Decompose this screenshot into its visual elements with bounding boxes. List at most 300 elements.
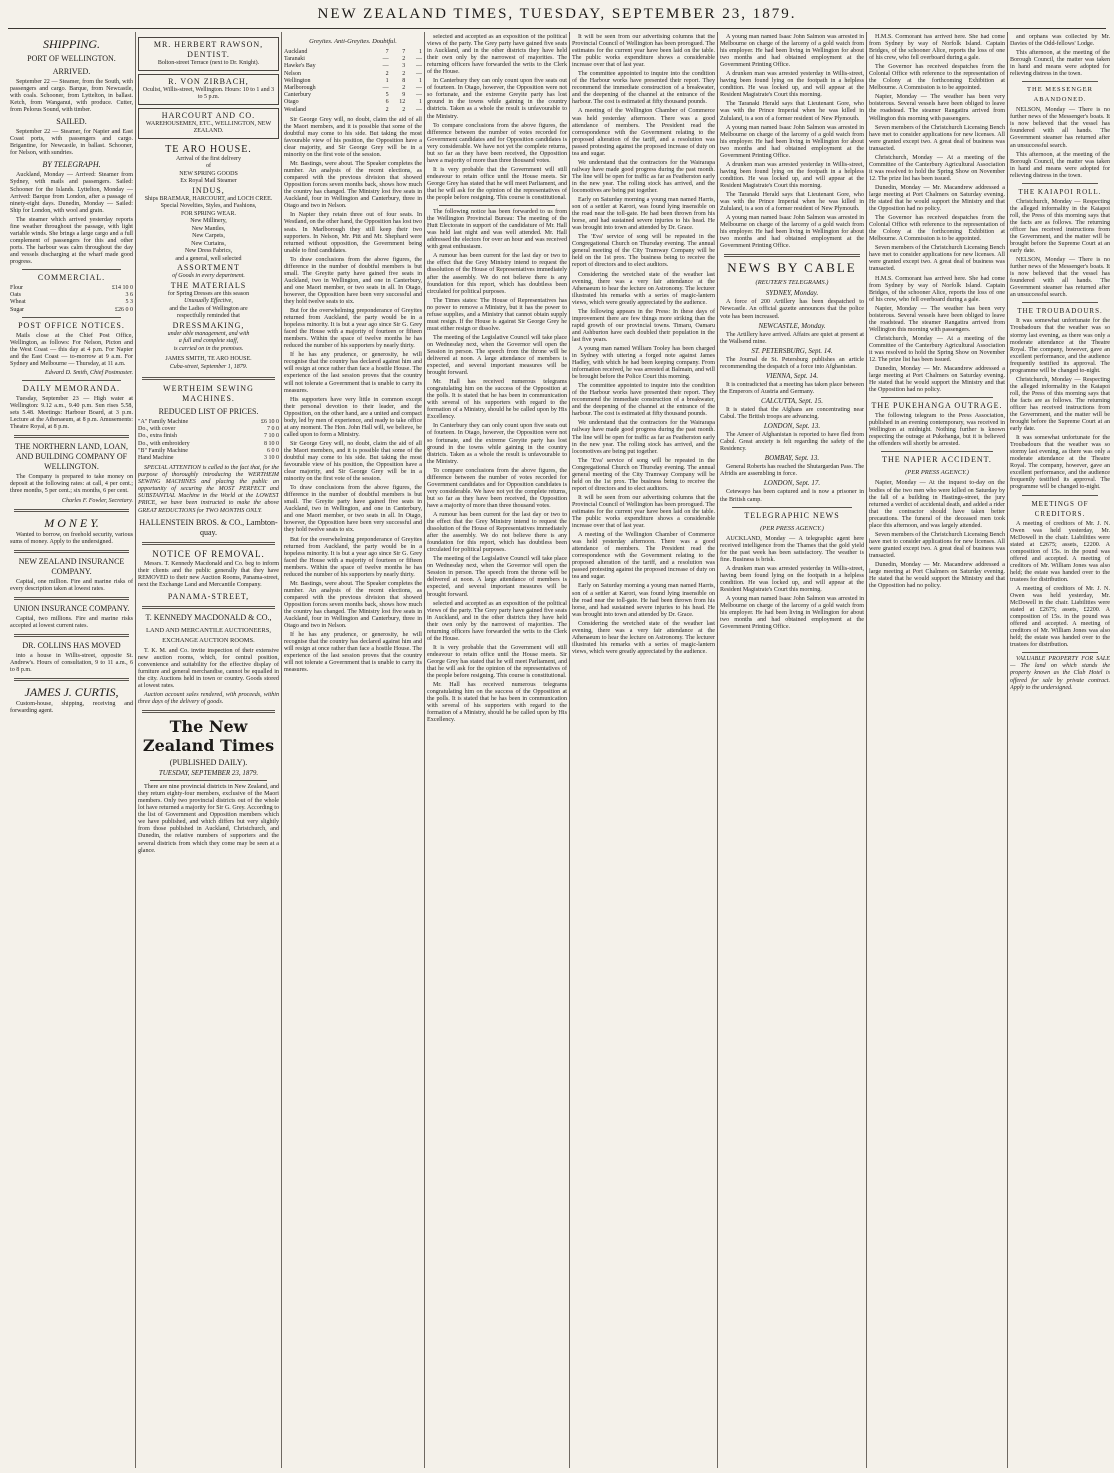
editorial-paragraph: In Canterbury they can only count upon five seats out of fourteen. In Otago, however, the Opposition were not so fortunate, and the extreme Greyite party has lost ground in the towns while gaining in the country districts. Taken as a whole the result is unfavourable to the Ministry. — [427, 423, 567, 465]
separator — [22, 317, 121, 318]
column-shipping — [10, 34, 133, 1468]
wertheim-note: SPECIAL ATTENTION is called to the fact that, for the purpose of thoroughly introducing the WERTHEIM SEWING MACHINES and placing the public an opportunity of securing the MOST PERFECT and SUBSTANTIAL Machine in the World at the LOWEST PRICE, we have been instructed to make the above GREAT REDUCTIONS for TWO MONTHS ONLY. — [138, 465, 279, 514]
aro-line: New Curtains, — [191, 240, 226, 247]
separator — [150, 780, 267, 781]
price-value: 3 6 — [125, 292, 133, 299]
news-paragraph: It will be seen from our advertising columns that the Provincial Council of Wellington has been prorogued. The estimates for the current year have been laid on the table. The public works expenditure shows a considerable increase over that of last year. — [572, 34, 715, 69]
leader-paragraph: There are nine provincial districts in New Zealand, and they return eighty-four members, exclusive of the Maori members. Only two provincial districts out of the whole lot have returned a majority for Sir G. Grey. According to the list of Government and Opposition members which we have published, and which differs but very slightly from those published in Auckland, Christchurch, and Dunedin, the relative numbers of supporters and the several districts from which they come may be seen at a glance. — [138, 784, 279, 854]
telegraphic-subheading: (PER PRESS AGENCY.) — [760, 524, 824, 532]
oculist-heading: R. VON ZIRBACH, — [168, 76, 249, 86]
aro-line: under able management, and with — [167, 330, 250, 337]
telegraph-text: Auckland, Monday — Arrived: Steamer from Sydney, with mails and passengers. Sailed: Schooner for the Islands. Lyttelton, Monday — Arrived: Barque from London, after a passage of ninety-eight days. Dunedin, Monday — Sailed: Ship for London, with wool and grain. — [10, 172, 133, 214]
auction-subheading: LAND AND MERCANTILE AUCTIONEERS, EXCHANGE AUCTION ROOMS. — [146, 626, 271, 644]
cable-text: The Ameer of Afghanistan is reported to have fled from Cabul. Great anxiety is felt regarding the safety of the Residency. — [720, 432, 864, 453]
cable-place: CALCUTTA, Sept. 15. — [761, 396, 823, 405]
district-name: Westland — [284, 106, 307, 113]
price-item: "A" Family Machine — [138, 419, 189, 425]
district-value: — — [416, 106, 422, 113]
separator — [14, 634, 129, 637]
telegraphic-text: A young man named Isaac John Salmon was arrested in Melbourne on charge of the larceny of a gold watch from his employer. He had been living in Wellington for about two months and had obtained employment at the Government Printing Office. — [720, 595, 864, 631]
commercial-heading: COMMERCIAL. — [37, 273, 106, 283]
price-item: Hand Machine — [138, 455, 174, 462]
separator — [14, 597, 129, 600]
leader-paragraph: Sir George Grey will, no doubt, claim the aid of all the Maori members, and it is possible that some of the doubtful may come to his side. But taking the most favourable view of his position, the Opposition have a clear majority, and Sir George Grey will be in a minority on the first vote of the session. — [284, 440, 422, 483]
separator — [881, 451, 993, 452]
district-value: — — [416, 92, 422, 99]
district-name: Taranaki — [284, 56, 305, 63]
pukehanga-heading: THE PUKEHANGA OUTRAGE. — [871, 401, 1003, 411]
district-name: Auckland — [284, 49, 308, 55]
cable-text: It is contradicted that a meeting has taken place between the Emperors of Austria and Germany. — [720, 381, 864, 395]
separator — [22, 269, 121, 270]
news-paragraph: Early on Saturday morning a young man named Harris, son of a settler at Karori, was found lying insensible on the road near the toll-gate. He had been thrown from his horse, and had sustained severe injuries to his head. He was brought into town and attended by Dr. Grace. — [572, 583, 715, 618]
editorial-paragraph: The meeting of the Legislative Council will take place on Wednesday next, when the Governor will open the Session in person. The speech from the throne will be delivered at noon. A large attendance of members is expected, and several important measures will be brought forward. — [427, 334, 567, 377]
telegraphic-heading: TELEGRAPHIC NEWS — [744, 510, 840, 520]
aro-line: THE MATERIALS — [170, 280, 247, 290]
land-company-text: The Company is prepared to take money on deposit at the following rates: at call, 4 per cent.; three months, 5 per cent.; six months, 6 per cent. — [10, 474, 133, 495]
cable-place: BOMBAY, Sept. 13. — [764, 454, 820, 463]
price-value: £14 10 0 — [112, 285, 133, 292]
editorial-paragraph: selected and accepted as an exposition of the political views of the party. The Grey party have gained five seats in Auckland, and in the other districts they have held their own only by the narrowest of majorities. The returning officers have forwarded the writs to the Clerk of the House. — [427, 34, 567, 76]
price-item: "B" Family Machine — [138, 447, 188, 454]
table-row — [138, 448, 279, 455]
news-paragraph: The Governor has received despatches from the Colonial Office with reference to the representation of the Colony at the forthcoming Exhibition at Melbourne. A Commission is to be appointed. — [869, 215, 1005, 243]
separator — [1022, 652, 1098, 653]
district-name: Canterbury — [284, 92, 311, 99]
te-aro-heading: TE ARO HOUSE. — [165, 143, 252, 155]
cable-place: ST. PETERSBURG, Sept. 14. — [751, 346, 833, 355]
column-divider — [569, 32, 570, 1468]
cable-place: NEWCASTLE, Monday. — [758, 321, 826, 330]
district-value: 9 — [402, 92, 406, 99]
editorial-paragraph: In Canterbury they can only count upon five seats out of fourteen. In Otago, however, the Opposition were not so fortunate, and the extreme Greyite party has lost ground in the towns while gaining in the country districts. Taken as a whole the result is unfavourable to the Ministry. — [427, 78, 567, 120]
district-name: Hawke's Bay — [284, 63, 316, 70]
troubadours-text: Christchurch, Monday — Respecting the alleged informality in the Kaiapoi roll, the Press of this morning says that the facts are as follows. The returning officer has received instructions from the Government, and the matter will be brought before the Supreme Court at an early date. — [1010, 376, 1110, 433]
district-value: 2 — [402, 70, 406, 77]
column-leader-continued — [284, 34, 422, 1468]
table-row — [138, 419, 279, 426]
land-company-signature: Charles F. Fowler, Secretary. — [61, 497, 133, 504]
news-paragraph: We understand that the contractors for the Wairarapa railway have made good progress during the past month. The line will be open for traffic as far as Featherston early in the new year. The rolling stock has arrived, and the locomotives are being put together. — [572, 420, 715, 455]
sailed-label: SAILED. — [56, 117, 87, 127]
editorial-paragraph: A rumour has been current for the last day or two to the effect that the Grey Ministry intend to request the dissolution of the House of Representatives immediately after the assembly. We do not believe there is any foundation for this report, which has doubtless been circulated for political purposes. — [427, 512, 567, 554]
news-paragraph: H.M.S. Cormorant has arrived here. She had come from Sydney by way of Norfolk Island. Captain Bridges, of the schooner Alice, reports the loss of one of his crew, who fell overboard during a gale. — [869, 34, 1005, 62]
price-value: 8 10 0 — [264, 440, 279, 447]
district-value: — — [382, 63, 389, 70]
editorial-paragraph: To compare conclusions from the above figures, the difference between the number of votes recorded for Government candidates and for Opposition candidates is very considerable. We have not yet the complete returns, but so far as they have been received, the Opposition have a majority of more than three thousand votes. — [427, 467, 567, 509]
arrived-label: ARRIVED. — [52, 67, 91, 76]
aro-line: Ships BRAEMAR, HARCOURT, and LOCH CREE. — [144, 195, 273, 202]
news-paragraph: The Taranaki Herald says that Lieutenant Gore, who was with the Prince Imperial when he was killed in Zululand, is a son of a former resident of New Plymouth. — [720, 191, 864, 213]
district-value: — — [416, 70, 422, 77]
district-value: — — [382, 56, 389, 63]
aro-line: ASSORTMENT — [177, 263, 240, 272]
kaiapoi-heading: THE KAIAPOI ROLL. — [1018, 187, 1102, 196]
aro-line: and the Ladies of Wellington are — [169, 305, 248, 312]
table-row — [284, 78, 422, 85]
telegraphic-text: AUCKLAND, Monday — A telegraphic agent here received intelligence from the Thames that the gold yield for the past week has been satisfactory. The weather is fine. Business is brisk. — [720, 535, 864, 563]
column-divider — [135, 32, 136, 1468]
aro-line: Special Novelties, Styles, and Fashions, — [160, 203, 257, 209]
separator — [439, 205, 555, 206]
aro-line: of — [206, 163, 211, 169]
district-name: Marlborough — [284, 85, 316, 92]
table-row — [10, 285, 133, 292]
district-value: 1 — [385, 77, 389, 84]
district-value: — — [416, 56, 422, 63]
kaiapoi-text: NELSON, Monday — There is no further news of the Messenger's boats. It is now believed that the vessel has foundered with all hands. The Government steamer has returned after an unsuccessful search. — [1010, 257, 1110, 299]
aro-line: FOR SPRING WEAR. — [180, 210, 237, 217]
price-item: Do., extra finish — [138, 433, 177, 440]
column-local-news — [572, 34, 715, 1468]
separator — [724, 254, 860, 257]
cable-heading: NEWS BY CABLE — [727, 260, 857, 276]
curtis-heading: JAMES J. CURTIS, — [24, 684, 119, 699]
table-row — [138, 433, 279, 440]
harcourt-text: WAREHOUSEMEN, ETC., WELLINGTON, NEW ZEALAND. — [145, 120, 272, 134]
auction-note: Auction account sales rendered, with proceeds, within three days of the delivery of goods. — [138, 692, 279, 706]
dentist-text: Bolton-street Terrace (next to Dr. Knight). — [157, 60, 260, 66]
pukehanga-text: The following telegram to the Press Association, published in an evening contemporary, was received in Wellington at midnight. Nothing further is known respecting the outrage at Pukehanga, but it is believed the offenders will shortly be arrested. — [869, 413, 1005, 448]
separator — [14, 550, 129, 553]
port-line: PORT OF WELLINGTON. — [27, 54, 116, 63]
cable-place: SYDNEY, Monday. — [765, 289, 819, 298]
district-value: 3 — [402, 63, 406, 70]
aro-line: is carried on in the premises. — [173, 345, 244, 352]
valuable-property-notice: VALUABLE PROPERTY FOR SALE — The land on which stands the property known as the Club Hotel is offered for sale by private contract. Apply to the undersigned. — [1010, 656, 1110, 691]
leader-paragraph: But for the overwhelming preponderance of Greyites returned from Auckland, the party would be in a hopeless minority. It is but a year ago since Sir G. Grey faced the House with a majority of fourteen or fifteen members. Within the space of twelve months he has reduced the number of his supporters by nearly thirty. — [284, 536, 422, 578]
napier-subheading: (PER PRESS AGENCY.) — [905, 469, 969, 477]
aro-line: for Spring Dresses are this season — [167, 290, 250, 297]
news-paragraph: The Governor has received despatches from the Colonial Office with reference to the representation of the Colony at the forthcoming Exhibition at Melbourne. A Commission is to be appointed. — [869, 64, 1005, 92]
telegraphic-text: A drunken man was arrested yesterday in Willis-street, having been found lying on the footpath in a helpless condition. He was locked up, and will appear at the Resident Magistrate's Court this morning. — [720, 565, 864, 593]
leader-paragraph: If he has any prudence, or generosity, he will recognise that the country has declared against him and will resign at once rather than face a hostile House. The experience of the last session proves that the country will not tolerate a Government that is unable to carry its measures. — [284, 632, 422, 674]
table-row — [10, 307, 133, 314]
leader-paragraph: Mr. Bastings, were about. The Speaker completes the number. An analysis of the recent elections, as compared with the previous division that showed Opposition forces seven months back, shows how much the country has changed. The Ministry lost five seats in Auckland, four in Wellington and Canterbury, three in Otago and two in Nelson. — [284, 161, 422, 210]
cable-text: It is stated that the Afghans are concentrating near Cabul. The British troops are advancing. — [720, 407, 864, 421]
table-row — [284, 99, 422, 106]
post-office-heading: POST OFFICE NOTICES. — [18, 320, 125, 330]
editorial-paragraph: The Times states: The House of Representatives has no power to remove a Ministry, but it has the power to refuse supplies, and a Ministry that cannot obtain supply must resign. If the House is against Sir George Grey he must either resign or dissolve. — [427, 297, 567, 332]
doctor-text: into a house in Willis-street, opposite St. Andrew's. Hours of consultation, 9 to 11 a.m., 6 to 8 p.m. — [10, 652, 133, 673]
wertheim-subheading: REDUCED LIST OF PRICES. — [158, 407, 259, 416]
curtis-text: Custom-house, shipping, receiving and forwarding agent. — [10, 700, 133, 715]
editorial-paragraph: To compare conclusions from the above figures, the difference between the number of votes recorded for Government candidates and for Opposition candidates is very considerable. We have not yet the complete returns, but so far as they have been received, the Opposition have a majority of more than three thousand votes. — [427, 122, 567, 164]
editorial-paragraph: A rumour has been current for the last day or two to the effect that the Grey Ministry intend to request the dissolution of the House of Representatives immediately after the assembly. We do not believe there is any foundation for this report, which has doubtless been circulated for political purposes. — [427, 253, 567, 295]
price-value: 3 10 0 — [264, 455, 279, 462]
aro-signature: JAMES SMITH, TE ARO HOUSE. — [165, 356, 252, 362]
wertheim-price-table — [138, 419, 279, 462]
separator — [142, 377, 275, 380]
post-office-text: Mails close at the Chief Post Office, Wellington, as follows: For Nelson, Picton and the West Coast — this day at 4 p.m. For Napier and the East Coast — to-morrow at 9 a.m. For Sydney and Melbourne — Thursday, at 11 a.m. — [10, 332, 133, 368]
aro-line: Arrival of the first delivery — [176, 155, 241, 162]
naval-text: The steamer which arrived yesterday reports fine weather throughout the passage, with light variable winds. She brings a large cargo and a full complement of passengers for this and other ports. The harbour was calm throughout the day and vessels discharging at the wharf made good progress. — [10, 216, 133, 265]
masthead-rule — [8, 28, 1106, 29]
district-value: — — [382, 85, 389, 92]
news-paragraph: The 'Eva' service of song will be repeated in the Congregational Church on Thursday evening. The annual general meeting of the City Tramway Company will be held on the 1st prox. The business being to receive the report of directors and to elect auditors. — [572, 234, 715, 269]
district-value: 1 — [419, 77, 422, 84]
price-value: £6 10 0 — [261, 419, 279, 425]
removal-text: Messrs. T. Kennedy Macdonald and Co. beg to inform their clients and the public generally that they have REMOVED to their new Auction Rooms, Panama-street, next the Exchange Land and Mercantile Company. — [138, 560, 279, 588]
harcourt-advertisement — [138, 108, 279, 139]
aro-line: New Millinery, — [190, 218, 227, 224]
district-value: 1 — [419, 49, 422, 55]
union-text: Capital, two millions. Fire and marine risks accepted at lowest current rates. — [10, 615, 133, 629]
masthead-title: NEW ZEALAND TIMES, TUESDAY, SEPTEMBER 23, 1879. — [317, 6, 797, 22]
district-value: 2 — [385, 106, 389, 113]
table-row — [284, 92, 422, 99]
cable-text: Cetewayo has been captured and is now a prisoner in the British camp. — [720, 489, 864, 503]
cable-text: General Roberts has reached the Shutargardan Pass. The Afridis are assembling in force. — [720, 464, 864, 478]
news-paragraph: A meeting of the Wellington Chamber of Commerce was held yesterday afternoon. There was a good attendance of members. The President read the correspondence with the Government relating to the proposed alteration of the tariff, and a resolution was passed protesting against the proposed increase of duty on tea and sugar. — [572, 108, 715, 157]
column-editorial — [427, 34, 567, 1468]
column-telegrams — [869, 34, 1005, 1468]
paper-subtitle: (PUBLISHED DAILY). — [169, 758, 248, 768]
aro-line: respectfully reminded that — [177, 313, 240, 319]
separator — [142, 710, 275, 713]
napier-text: Napier, Monday — At the inquest to-day on the bodies of the two men who were killed on Saturday by the fall of a building in Hastings-street, the jury returned a verdict of accidental death, and added a rider that the contractor should have taken better precautions. The funeral of the deceased men took place this afternoon, and was largely attended. — [869, 480, 1005, 529]
column-divider — [281, 32, 282, 1468]
district-value: 7 — [385, 49, 389, 55]
price-item: Do., with cover — [138, 426, 176, 433]
messenger-text: This afternoon, at the meeting of the Borough Council, the matter was taken in hand and means were adopted for relieving distress in the town. — [1010, 151, 1110, 179]
leader-paragraph: To draw conclusions from the above figures, the difference in the number of doubtful members is but small. The Greyite party have gained five seats in Auckland, two in Wellington, and one in Canterbury, and one Maori member, or two seats in all. In Otago, however, the Opposition have been very successful and they hold twelve seats to six. — [284, 485, 422, 534]
news-paragraph: Seven members of the Christchurch Licensing Bench have met to consider applications for new licenses. All were granted except two. A great deal of business was transacted. — [869, 245, 1005, 273]
table-row — [138, 455, 279, 462]
creditors-heading: MEETINGS OF CREDITORS. — [1031, 499, 1089, 518]
messenger-text: NELSON, Monday — There is no further news of the Messenger's boats. It is now believed that the vessel has foundered with all hands. The Government steamer has returned after an unsuccessful search. — [1010, 107, 1110, 149]
separator — [14, 678, 129, 681]
table-row — [284, 63, 422, 70]
news-paragraph: The committee appointed to inquire into the condition of the Harbour works have presented their report. They recommend the immediate construction of a breakwater, and the deepening of the channel at the entrance of the harbour. The cost is estimated at fifty thousand pounds. — [572, 383, 715, 418]
news-paragraph: and orphans was collected by Mr. Davies of the Odd-fellows' Lodge. — [1010, 34, 1110, 48]
table-row — [138, 441, 279, 448]
wertheim-heading: WERTHEIM SEWING MACHINES. — [163, 384, 254, 403]
editorial-paragraph: Mr. Hall has received numerous telegrams congratulating him on the success of the Opposition at the polls. It is stated that he has been in communication with several of his supporters with regard to the formation of a Ministry, should he be called upon by His Excellency. — [427, 379, 567, 421]
price-item: Do., with embroidery — [138, 440, 190, 447]
commercial-price-table — [10, 285, 133, 314]
price-item: Flour — [10, 285, 24, 292]
news-paragraph: Considering the wretched state of the weather last evening, there was a very fair attendance at the Athenaeum to hear the lecture on Astronomy. The lecturer illustrated his remarks with a series of magic-lantern views, which were greatly appreciated by the audience. — [572, 620, 715, 655]
news-paragraph: We understand that the contractors for the Wairarapa railway have made good progress during the past month. The line will be open for traffic as far as Featherston early in the new year. The rolling stock has arrived, and the locomotives are being put together. — [572, 159, 715, 194]
news-paragraph: Christchurch, Monday — At a meeting of the Committee of the Canterbury Agricultural Association it was resolved to hold the Spring Show on November 12. The prize list has been issued. — [869, 335, 1005, 364]
dentist-advertisement — [138, 37, 279, 71]
arrived-text: September 22 — Steamer, from the South, with passengers and cargo. Barque, from Newcastle, with coals. Schooner, from Lyttelton, in ballast. Ketch, from Wanganui, with produce. Cutter, from Pelorus Sound, with timber. — [10, 79, 133, 114]
district-value: 8 — [402, 77, 406, 84]
auction-text: T. K. M. and Co. invite inspection of their extensive new auction rooms, which, for central position, convenience and suitability for the effective display of furniture and general merchandise, cannot be equalled in the city. Auctions held in town or country. Goods stored at lowest rates. — [138, 647, 279, 689]
kaiapoi-text: Christchurch, Monday — Respecting the alleged informality in the Kaiapoi roll, the Press of this morning says that the facts are as follows. The returning officer has received instructions from the Government, and the matter will be brought before the Supreme Court at an early date. — [1010, 198, 1110, 255]
te-aro-house-advertisement — [138, 142, 279, 374]
editorial-paragraph: It is very probable that the Government will still endeavour to retain office until the House meets. Sir George Grey has stated that he will meet Parliament, and that he will ask for the opinion of the representatives of the people before resigning. This course is constitutional. — [427, 644, 567, 680]
napier-text: Seven members of the Christchurch Licensing Bench have met to consider applications for new licenses. All were granted except two. A great deal of business was transacted. — [869, 531, 1005, 559]
district-name: Wellington — [284, 77, 311, 84]
district-table-heading: Greyites. Anti-Greyites. Doubtful. — [309, 38, 397, 45]
district-value: 2 — [402, 56, 406, 63]
editorial-paragraph: Mr. Hall has received numerous telegrams congratulating him on the success of the Opposition at the polls. It is stated that he has been in communication with several of his supporters with regard to the formation of a Ministry, should he be called upon by His Excellency. — [427, 682, 567, 724]
aro-date: Cuba-street, September 1, 1879. — [169, 363, 248, 370]
district-value: — — [416, 63, 422, 70]
column-divider — [424, 32, 425, 1468]
harcourt-heading: HARCOURT AND CO. — [161, 110, 256, 120]
cable-text: The Artillery have arrived. Affairs are quiet at present at the Wallsend mine. — [720, 331, 864, 345]
news-paragraph: The committee appointed to inquire into the condition of the Harbour works have presented their report. They recommend the immediate construction of a breakwater, and the deepening of the channel at the entrance of the harbour. The cost is estimated at fifty thousand pounds. — [572, 71, 715, 106]
dentist-heading: MR. HERBERT RAWSON, DENTIST. — [153, 40, 264, 59]
column-divider — [1007, 32, 1008, 1468]
aro-line: a full and complete staff, — [178, 338, 239, 344]
price-value: 7 10 0 — [264, 433, 279, 440]
aro-line: DRESSMAKING, — [172, 320, 245, 330]
cable-place: LONDON, Sept. 17. — [763, 479, 821, 488]
price-value: 5 3 — [125, 299, 133, 306]
district-name: Otago — [284, 99, 299, 106]
napier-heading: THE NAPIER ACCIDENT. — [882, 455, 992, 465]
news-paragraph: Dunedin, Monday — Mr. Macandrew addressed a large meeting at Port Chalmers on Saturday evening. He stated that he would support the Ministry and that the Opposition had no policy. — [869, 366, 1005, 394]
cable-place: VIENNA, Sept. 14. — [765, 371, 819, 380]
news-paragraph: The 'Eva' service of song will be repeated in the Congregational Church on Thursday evening. The annual general meeting of the City Tramway Company will be held on the 1st prox. The business being to receive the report of directors and to elect auditors. — [572, 457, 715, 492]
aro-line: New Dress Fabrics, — [184, 248, 233, 254]
column-divider — [717, 32, 718, 1468]
separator — [1022, 302, 1098, 303]
aro-line: of Goods in every department. — [172, 273, 245, 279]
wertheim-signature: HALLENSTEIN BROS. & CO., Lambton-quay. — [139, 517, 278, 537]
money-text: Wanted to borrow, on freehold security, various sums of money. Apply to the undersigned. — [10, 531, 133, 545]
paper-nameplate: The New Zealand Times — [142, 717, 275, 756]
district-value: 6 — [385, 99, 389, 106]
separator — [881, 397, 993, 398]
leader-paragraph: In Napier they retain three out of four seats. In Westland, on the other hand, the Opposition has lost two seats. In Marlborough they still keep their two supporters. In Nelson, Mr. Pitt and Mr. Shephard were returned without opposition, the Government being unable to find candidates. — [284, 212, 422, 254]
troubadours-heading: THE TROUBADOURS. — [1017, 307, 1103, 316]
table-row — [284, 49, 422, 56]
price-item: Sugar — [10, 306, 24, 313]
land-company-heading: THE NORTHERN LAND, LOAN, AND BUILDING COMPANY OF WELLINGTON. — [14, 442, 129, 472]
price-item: Wheat — [10, 299, 26, 306]
price-item: Oats — [10, 292, 21, 299]
aro-line: NEW SPRING GOODS — [179, 170, 238, 177]
separator — [14, 509, 129, 512]
news-paragraph: It will be seen from our advertising columns that the Provincial Council of Wellington has been prorogued. The estimates for the current year have been laid on the table. The public works expenditure shows a considerable increase over that of last year. — [572, 494, 715, 530]
table-row — [284, 71, 422, 78]
table-row — [10, 292, 133, 299]
aro-line: and a general, well selected — [175, 255, 242, 262]
insurance-heading: NEW ZEALAND INSURANCE COMPANY. — [18, 556, 125, 576]
removal-heading: NOTICE OF REMOVAL. — [152, 548, 265, 559]
memoranda-heading: DAILY MEMORANDA. — [22, 384, 121, 394]
panama-heading: PANAMA-STREET, — [167, 591, 250, 601]
troubadours-text: It was somewhat unfortunate for the Troubadours that the weather was so stormy last evening, as there was only a moderate attendance at the Theatre Royal. The company, however, gave an excellent performance, and the audience frequently testified its approval. The programme will be changed to-night. — [1010, 318, 1110, 374]
news-paragraph: Considering the wretched state of the weather last evening, there was a very fair attendance at the Athenaeum to hear the lecture on Astronomy. The lecturer illustrated his remarks with a series of magic-lantern views, which were greatly appreciated by the audience. — [572, 271, 715, 306]
cable-place: LONDON, Sept. 13. — [763, 422, 821, 431]
district-value: 7 — [402, 49, 406, 55]
district-name: Nelson — [284, 70, 301, 77]
leader-paragraph: His supporters have very little in common except their personal devotion to their leader, and the Opposition, on the other hand, are a united and compact body, led by men of experience, and ready to take office at any moment. The Hon. John Hall will, we believe, be called upon to form a Ministry. — [284, 396, 422, 438]
separator — [142, 606, 275, 609]
creditors-text: A meeting of creditors of Mr. J. N. Owen was held yesterday, Mr. McDowell in the chair. Liabilities were stated at £2675; assets, £2200. A composition of 15s. in the pound was offered and accepted. A meeting of creditors of Mr. William Jones was also held; the estate was handed over to the trustees for distribution. — [1010, 520, 1110, 583]
separator — [732, 507, 852, 508]
napier-text: Dunedin, Monday — Mr. Macandrew addressed a large meeting at Port Chalmers on Saturday evening. He stated that he would support the Ministry and that the Opposition had no policy. — [869, 562, 1005, 590]
news-paragraph: Napier, Monday — The weather has been very boisterous. Several vessels have been obliged to leave the roadstead. The steamer Rangatira arrived from Wellington this morning with passengers. — [869, 305, 1005, 333]
editorial-paragraph: It is very probable that the Government will still endeavour to retain office until the House meets. Sir George Grey has stated that he will meet Parliament, and that he will ask for the opinion of the representatives of the people before resigning. This course is constitutional. — [427, 166, 567, 202]
table-row — [284, 107, 422, 114]
union-heading: UNION INSURANCE COMPANY. — [13, 603, 130, 613]
leader-paragraph: Sir George Grey will, no doubt, claim the aid of all the Maori members, and it is possible that some of the doubtful may come to his side. But taking the most favourable view of his position, the Opposition have a clear majority, and Sir George Grey will be in a minority on the first vote of the session. — [284, 116, 422, 159]
news-paragraph: A drunken man was arrested yesterday in Willis-street, having been found lying on the footpath in a helpless condition. He was locked up, and will appear at the Resident Magistrate's Court this morning. — [720, 161, 864, 189]
price-value: £26 0 0 — [115, 306, 133, 313]
telegraph-heading: BY TELEGRAPH. — [42, 160, 101, 170]
news-paragraph: Seven members of the Christchurch Licensing Bench have met to consider applications for new licenses. All were granted except two. A great deal of business was transacted. — [869, 124, 1005, 152]
district-value: — — [416, 85, 422, 92]
district-value: 5 — [385, 92, 389, 99]
news-paragraph: A young man named Isaac John Salmon was arrested in Melbourne on charge of the larceny of a gold watch from his employer. He had been living in Wellington for about two months and had obtained employment at the Government Printing Office. — [720, 124, 864, 159]
leader-paragraph: To draw conclusions from the above figures, the difference in the number of doubtful members is but small. The Greyite party have gained five seats in Auckland, two in Wellington, and one in Canterbury, and one Maori member, or two seats in all. In Otago, however, the Opposition have been very successful and they hold twelve seats to six. — [284, 256, 422, 305]
editorial-paragraph: The following notice has been forwarded to us from the Wellington Provincial Bureau: The meeting of the Hutt Electorate in support of the candidature of Mr. Hall was held last night and was well attended. Mr. Hall addressed the electors for over an hour and was received with great enthusiasm. — [427, 209, 567, 251]
table-row — [284, 56, 422, 63]
leader-paragraph: But for the overwhelming preponderance of Greyites returned from Auckland, the party would be in a hopeless minority. It is but a year ago since Sir G. Grey faced the House with a majority of fourteen or fifteen members. Within the space of twelve months he has reduced the number of his supporters by nearly thirty. — [284, 308, 422, 350]
news-paragraph: Napier, Monday — The weather has been very boisterous. Several vessels have been obliged to leave the roadstead. The steamer Rangatira arrived from Wellington this morning with passengers. — [869, 94, 1005, 122]
aro-line: New Mantles, — [191, 225, 226, 232]
auction-heading: T. KENNEDY MACDONALD & CO., — [145, 612, 272, 622]
table-row — [10, 299, 133, 306]
news-paragraph: Early on Saturday morning a young man named Harris, son of a settler at Karori, was found lying insensible on the road near the toll-gate. He had been thrown from his horse, and had sustained severe injuries to his head. He was brought into town and attended by Dr. Grace. — [572, 197, 715, 232]
news-paragraph: A drunken man was arrested yesterday in Willis-street, having been found lying on the footpath in a helpless condition. He was locked up, and will appear at the Resident Magistrate's Court this morning. — [720, 71, 864, 99]
district-value: 2 — [385, 70, 389, 77]
oculist-text: Oculist, Willis-street, Wellington. Hours: 10 to 1 and 3 to 5 p.m. — [142, 86, 275, 100]
leader-paragraph: If he has any prudence, or generosity, he will recognise that the country has declared against him and will resign at once rather than face a hostile House. The experience of the last session proves that the country will not tolerate a Government that is unable to carry its measures. — [284, 352, 422, 394]
post-office-signature: Edward D. Smith, Chief Postmaster. — [45, 370, 133, 377]
money-heading: M O N E Y. — [44, 515, 99, 530]
memoranda-text: Tuesday, September 23 — High water at Wellington: 9.12 a.m., 9.40 p.m. Sun rises 5.58, sets 5.48. Meetings: Harbour Board, at 3 p.m. Lecture at the Athenaeum, at 8 p.m. Amusements: Theatre Royal, at 8 p.m. — [10, 396, 133, 431]
messenger-heading: THE MESSENGER ABANDONED. — [1027, 86, 1093, 104]
separator — [1022, 495, 1098, 496]
news-paragraph: H.M.S. Cormorant has arrived here. She had come from Sydney by way of Norfolk Island. Captain Bridges, of the schooner Alice, reports the loss of one of his crew, who fell overboard during a gale. — [869, 275, 1005, 303]
price-value: 7 0 0 — [267, 426, 279, 433]
district-value: 2 — [402, 85, 406, 92]
district-table — [284, 49, 422, 114]
news-paragraph: The Taranaki Herald says that Lieutenant Gore, who was with the Prince Imperial when he was killed in Zululand, is a son of a former resident of New Plymouth. — [720, 101, 864, 122]
table-row — [284, 85, 422, 92]
column-cable-news — [720, 34, 864, 1468]
news-paragraph: The following appears in the Press: In these days of improvement there are few things more striking than the rapid growth of our provincial towns. Timaru, Oamaru and Ashburton have each doubled their population in the last five years. — [572, 308, 715, 343]
troubadours-text: It was somewhat unfortunate for the Troubadours that the weather was so stormy last evening, as there was only a moderate attendance at the Theatre Royal. The company, however, gave an excellent performance, and the audience frequently testified its approval. The programme will be changed to-night. — [1010, 435, 1110, 491]
separator — [14, 435, 129, 438]
shipping-heading: SHIPPING. — [43, 37, 100, 51]
column-advertisements — [138, 34, 279, 1468]
news-paragraph: This afternoon, at the meeting of the Borough Council, the matter was taken in hand and means were adopted for relieving distress in the town. — [1010, 50, 1110, 78]
paper-dateline: TUESDAY, SEPTEMBER 23, 1879. — [158, 769, 259, 778]
aro-line: INDUS, — [192, 185, 225, 195]
news-paragraph: A young man named William Tooley has been charged in Sydney with uttering a forged note against James Hadley, with which he had been keeping company. From information received, he was arrested at Balmain, and will be brought before the Police Court this morning. — [572, 345, 715, 381]
column-divider — [866, 32, 867, 1468]
creditors-text: A meeting of creditors of Mr. J. N. Owen was held yesterday, Mr. McDowell in the chair. Liabilities were stated at £2675; assets, £2200. A composition of 15s. in the pound was offered and accepted. A meeting of creditors of Mr. William Jones was also held; the estate was handed over to the trustees for distribution. — [1010, 585, 1110, 649]
district-value: 12 — [399, 99, 406, 106]
district-value: 1 — [419, 99, 422, 106]
editorial-paragraph: The meeting of the Legislative Council will take place on Wednesday next, when the Governor will open the Session in person. The speech from the throne will be delivered at noon. A large attendance of members is expected, and several important measures will be brought forward. — [427, 556, 567, 598]
cable-subheading: (REUTER'S TELEGRAMS.) — [755, 279, 829, 287]
separator — [22, 380, 121, 381]
aro-line: New Carpets, — [192, 233, 225, 239]
cable-text: A force of 200 Artillery has been despatched to Newcastle. An official gazette announces that the police vote has been increased. — [720, 299, 864, 320]
news-paragraph: A young man named Isaac John Salmon was arrested in Melbourne on charge of the larceny of a gold watch from his employer. He had been living in Wellington for about two months and had obtained employment at the Government Printing Office. — [720, 34, 864, 69]
separator — [142, 542, 275, 545]
column-miscellaneous — [1010, 34, 1110, 1468]
editorial-paragraph: selected and accepted as an exposition of the political views of the party. The Grey party have gained five seats in Auckland, and in the other districts they have held their own only by the narrowest of majorities. The returning officers have forwarded the writs to the Clerk of the House. — [427, 600, 567, 642]
news-paragraph: A young man named Isaac John Salmon was arrested in Melbourne on charge of the larceny of a gold watch from his employer. He had been living in Wellington for about two months and had obtained employment at the Government Printing Office. — [720, 215, 864, 250]
news-paragraph: Dunedin, Monday — Mr. Macandrew addressed a large meeting at Port Chalmers on Saturday evening. He stated that he would support the Ministry and that the Opposition had no policy. — [869, 184, 1005, 213]
news-paragraph: A meeting of the Wellington Chamber of Commerce was held yesterday afternoon. There was a good attendance of members. The President read the correspondence with the Government relating to the proposed alteration of the tariff, and a resolution was passed protesting against the proposed increase of duty on tea and sugar. — [572, 532, 715, 581]
oculist-advertisement — [138, 74, 279, 105]
separator — [1022, 81, 1098, 82]
sailed-text: September 22 — Steamer, for Napier and East Coast ports, with passengers and cargo. Brigantine, for Newcastle, in ballast. Schooner, for Nelson, with sundries. — [10, 129, 133, 157]
aro-line: Ex Royal Mail Steamer — [180, 178, 237, 184]
